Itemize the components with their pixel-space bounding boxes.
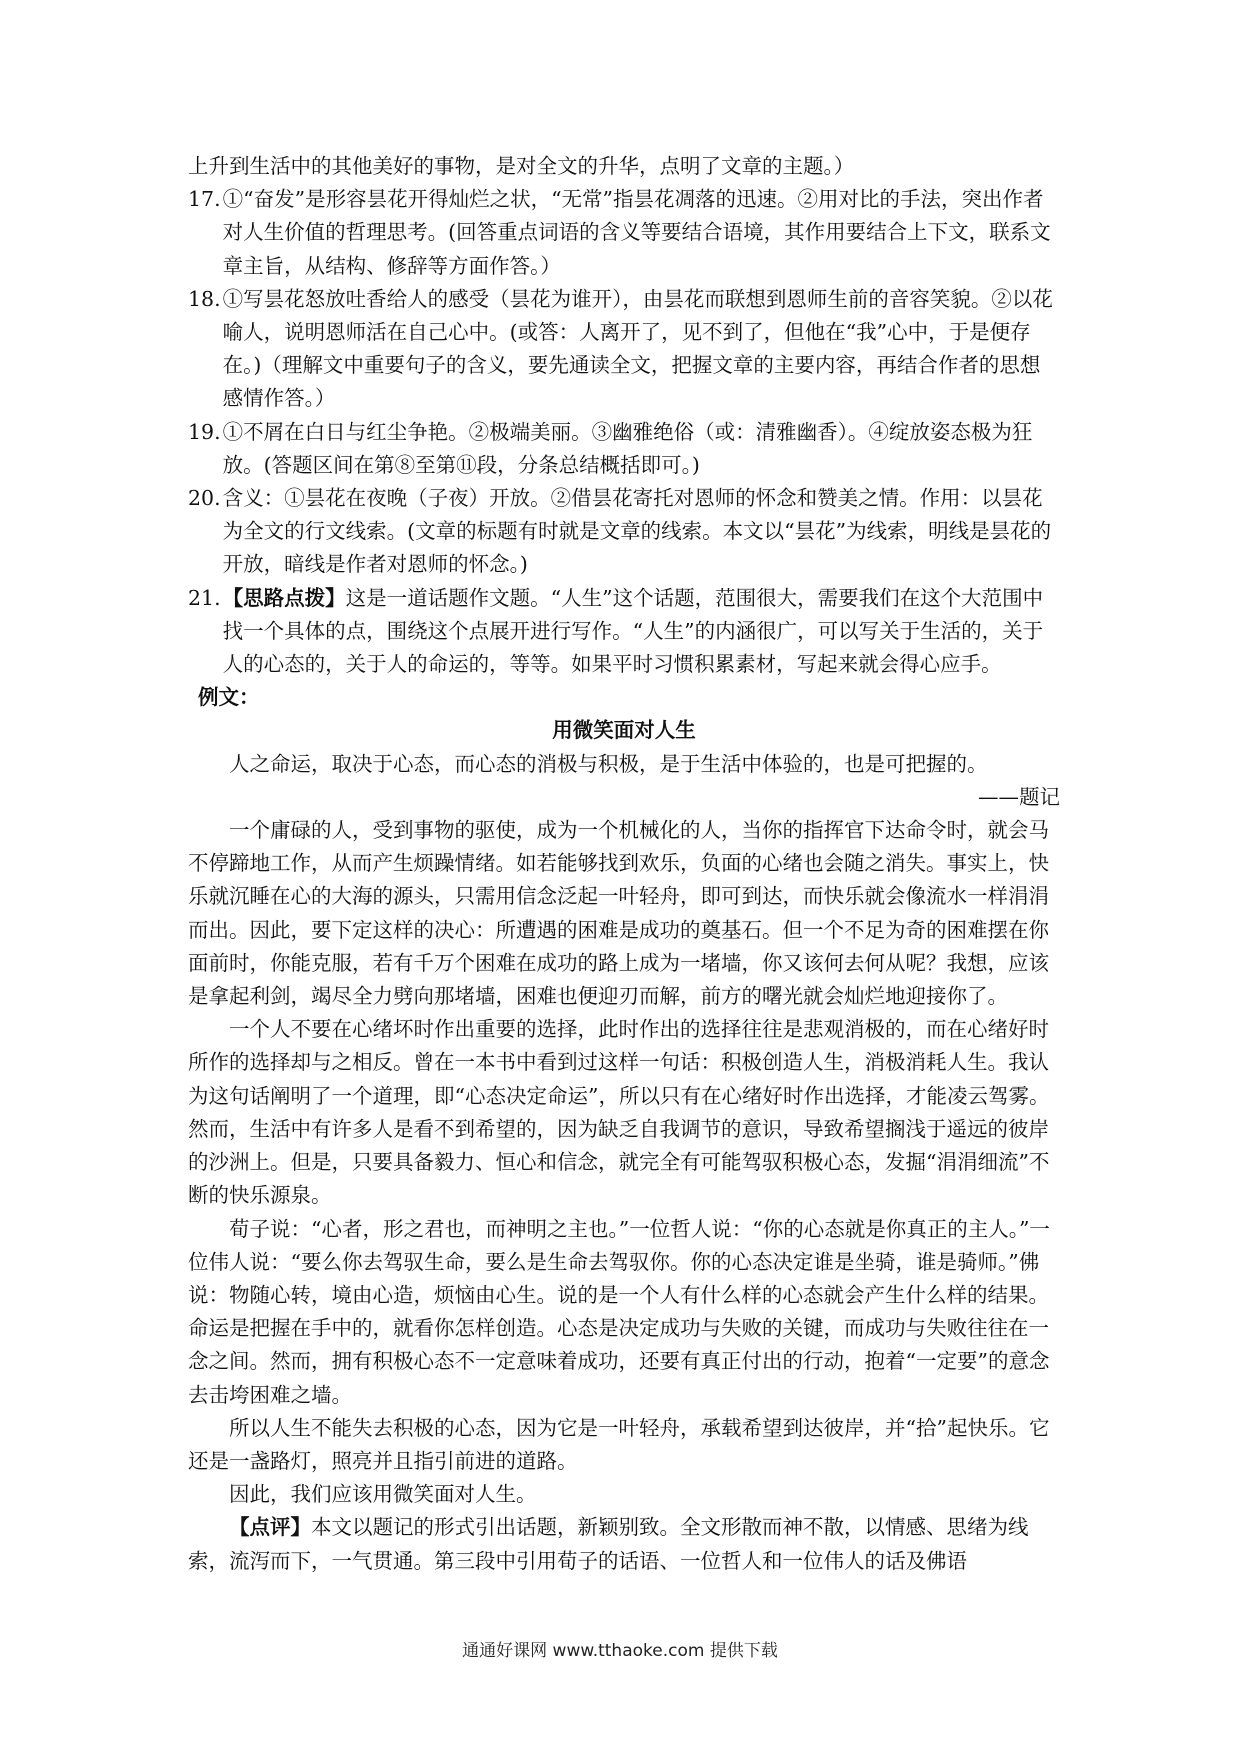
hint-text: 这是一道话题作文题。“人生”这个话题，范围很大，需要我们在这个大范围中找一个具体的点，围绕这个点展开进行写作。“人生”的内涵很广，可以写关于生活的，关于人的心态的，关于人的命运的，等等。如果平时习惯积累素材，写起来就会得心应手。 [222,585,1044,677]
page-footer: 通通好课网 www.tthaoke.com 提供下载 [462,1641,778,1661]
example-label: 例文： [198,685,260,710]
answer-number: 20. [188,486,221,511]
answer-text: ①“奋发”是形容昙花开得灿烂之状，“无常”指昙花凋落的迅速。②用对比的手法，突出作者对人生价值的哲理思考。(回答重点词语的含义等要结合语境，其作用要结合上下文，联系文章主旨，从结构、修辞等方面作答。） [222,187,1051,278]
answer-number: 17. [188,187,221,212]
essay-paragraph: 所以人生不能失去积极的心态，因为它是一叶轻舟，承载希望到达彼岸，并“拾”起快乐。它还是一盏路灯，照亮并且指引前进的道路。 [188,1415,1050,1473]
comment-text: 本文以题记的形式引出话题，新颖别致。全文形散而神不散，以情感、思绪为线索，流泻而下，一气贯通。第三段中引用荀子的话语、一位哲人和一位伟人的话及佛语 [188,1515,1029,1573]
epigraph-sign: ——题记 [978,784,1060,809]
answer-number: 19. [188,419,221,444]
answer-text: ①写昙花怒放吐香给人的感受（昙花为谁开），由昙花而联想到恩师生前的音容笑貌。②以花喻人，说明恩师活在自己心中。(或答：人离开了，见不到了，但他在“我”心中，于是便存在。)（理解文中重要句子的含义，要先通读全文，把握文章的主要内容，再结合作者的思想感情作答。） [222,286,1053,411]
essay-paragraph: 一个人不要在心绪坏时作出重要的选择，此时作出的选择往往是悲观消极的，而在心绪好时所作的选择却与之相反。曾在一本书中看到过这样一句话：积极创造人生，消极消耗人生。我认为这句话阐明了一个道理，即“心态决定命运”，所以只有在心绪好时作出选择，才能凌云驾雾。然而，生活中有许多人是看不到希望的，因为缺乏自我调节的意识，导致希望搁浅于遥远的彼岸的沙洲上。但是，只要具备毅力、恒心和信念，就完全有可能驾驭积极心态，发掘“涓涓细流”不断的快乐源泉。 [188,1017,1050,1208]
document-body [188,150,1060,1578]
essay-epigraph: 人之命运，取决于心态，而心态的消极与积极，是于生活中体验的，也是可把握的。 [229,751,988,776]
answer-17 [188,183,1060,283]
essay-paragraph: 一个庸碌的人，受到事物的驱使，成为一个机械化的人，当你的指挥官下达命令时，就会马不停蹄地工作，从而产生烦躁情绪。如若能够找到欢乐，负面的心绪也会随之消失。事实上，快乐就沉睡在心的大海的源头，只需用信念泛起一叶轻舟，即可到达，而快乐就会像流水一样涓涓而出。因此，要下定这样的决心：所遭遇的困难是成功的奠基石。但一个不足为奇的困难摆在你面前时，你能克服，若有千万个困难在成功的路上成为一堵墙，你又该何去何从呢？我想，应该是拿起利剑，竭尽全力劈向那堵墙，困难也便迎刃而解，前方的曙光就会灿烂地迎接你了。 [188,818,1049,1009]
answer-21 [188,582,1060,682]
intro-line: 上升到生活中的其他美好的事物，是对全文的升华，点明了文章的主题。） [188,154,855,178]
answer-text [223,582,1060,682]
essay-paragraph: 荀子说：“心者，形之君也，而神明之主也。”一位哲人说：“你的心态就是你真正的主人。”一位伟人说：“要么你去驾驭生命，要么是生命去驾驭你。你的心态决定谁是坐骑，谁是骑师。”佛说：物随心转，境由心造，烦恼由心生。说的是一个人有什么样的心态就会产生什么样的结果。命运是把握在手中的，就看你怎样创造。心态是决定成功与失败的关键，而成功与失败往往在一念之间。然而，拥有积极心态不一定意味着成功，还要有真正付出的行动，抱着“一定要”的意念去击垮困难之墙。 [188,1216,1050,1407]
essay-title: 用微笑面对人生 [552,718,696,743]
essay-paragraph: 因此，我们应该用微笑面对人生。 [229,1482,537,1507]
comment [188,1511,1060,1577]
comment-label: 【点评】 [229,1515,311,1540]
answer-18 [188,283,1060,416]
hint-label: 【思路点拨】 [222,585,346,610]
answer-number: 21. [188,585,221,610]
answer-text: ①不屑在白日与红尘争艳。②极端美丽。③幽雅绝俗（或：清雅幽香）。④绽放姿态极为狂放。(答题区间在第⑧至第⑪段，分条总结概括即可。) [222,419,1033,477]
answer-text: 含义：①昙花在夜晚（子夜）开放。②借昙花寄托对恩师的怀念和赞美之情。作用：以昙花为全文的行文线索。(文章的标题有时就是文章的线索。本文以“昙花”为线索，明线是昙花的开放，暗线是作者对恩师的怀念。) [222,486,1052,577]
answer-20 [188,482,1060,582]
answer-19 [188,416,1060,482]
answer-number: 18. [188,286,221,311]
